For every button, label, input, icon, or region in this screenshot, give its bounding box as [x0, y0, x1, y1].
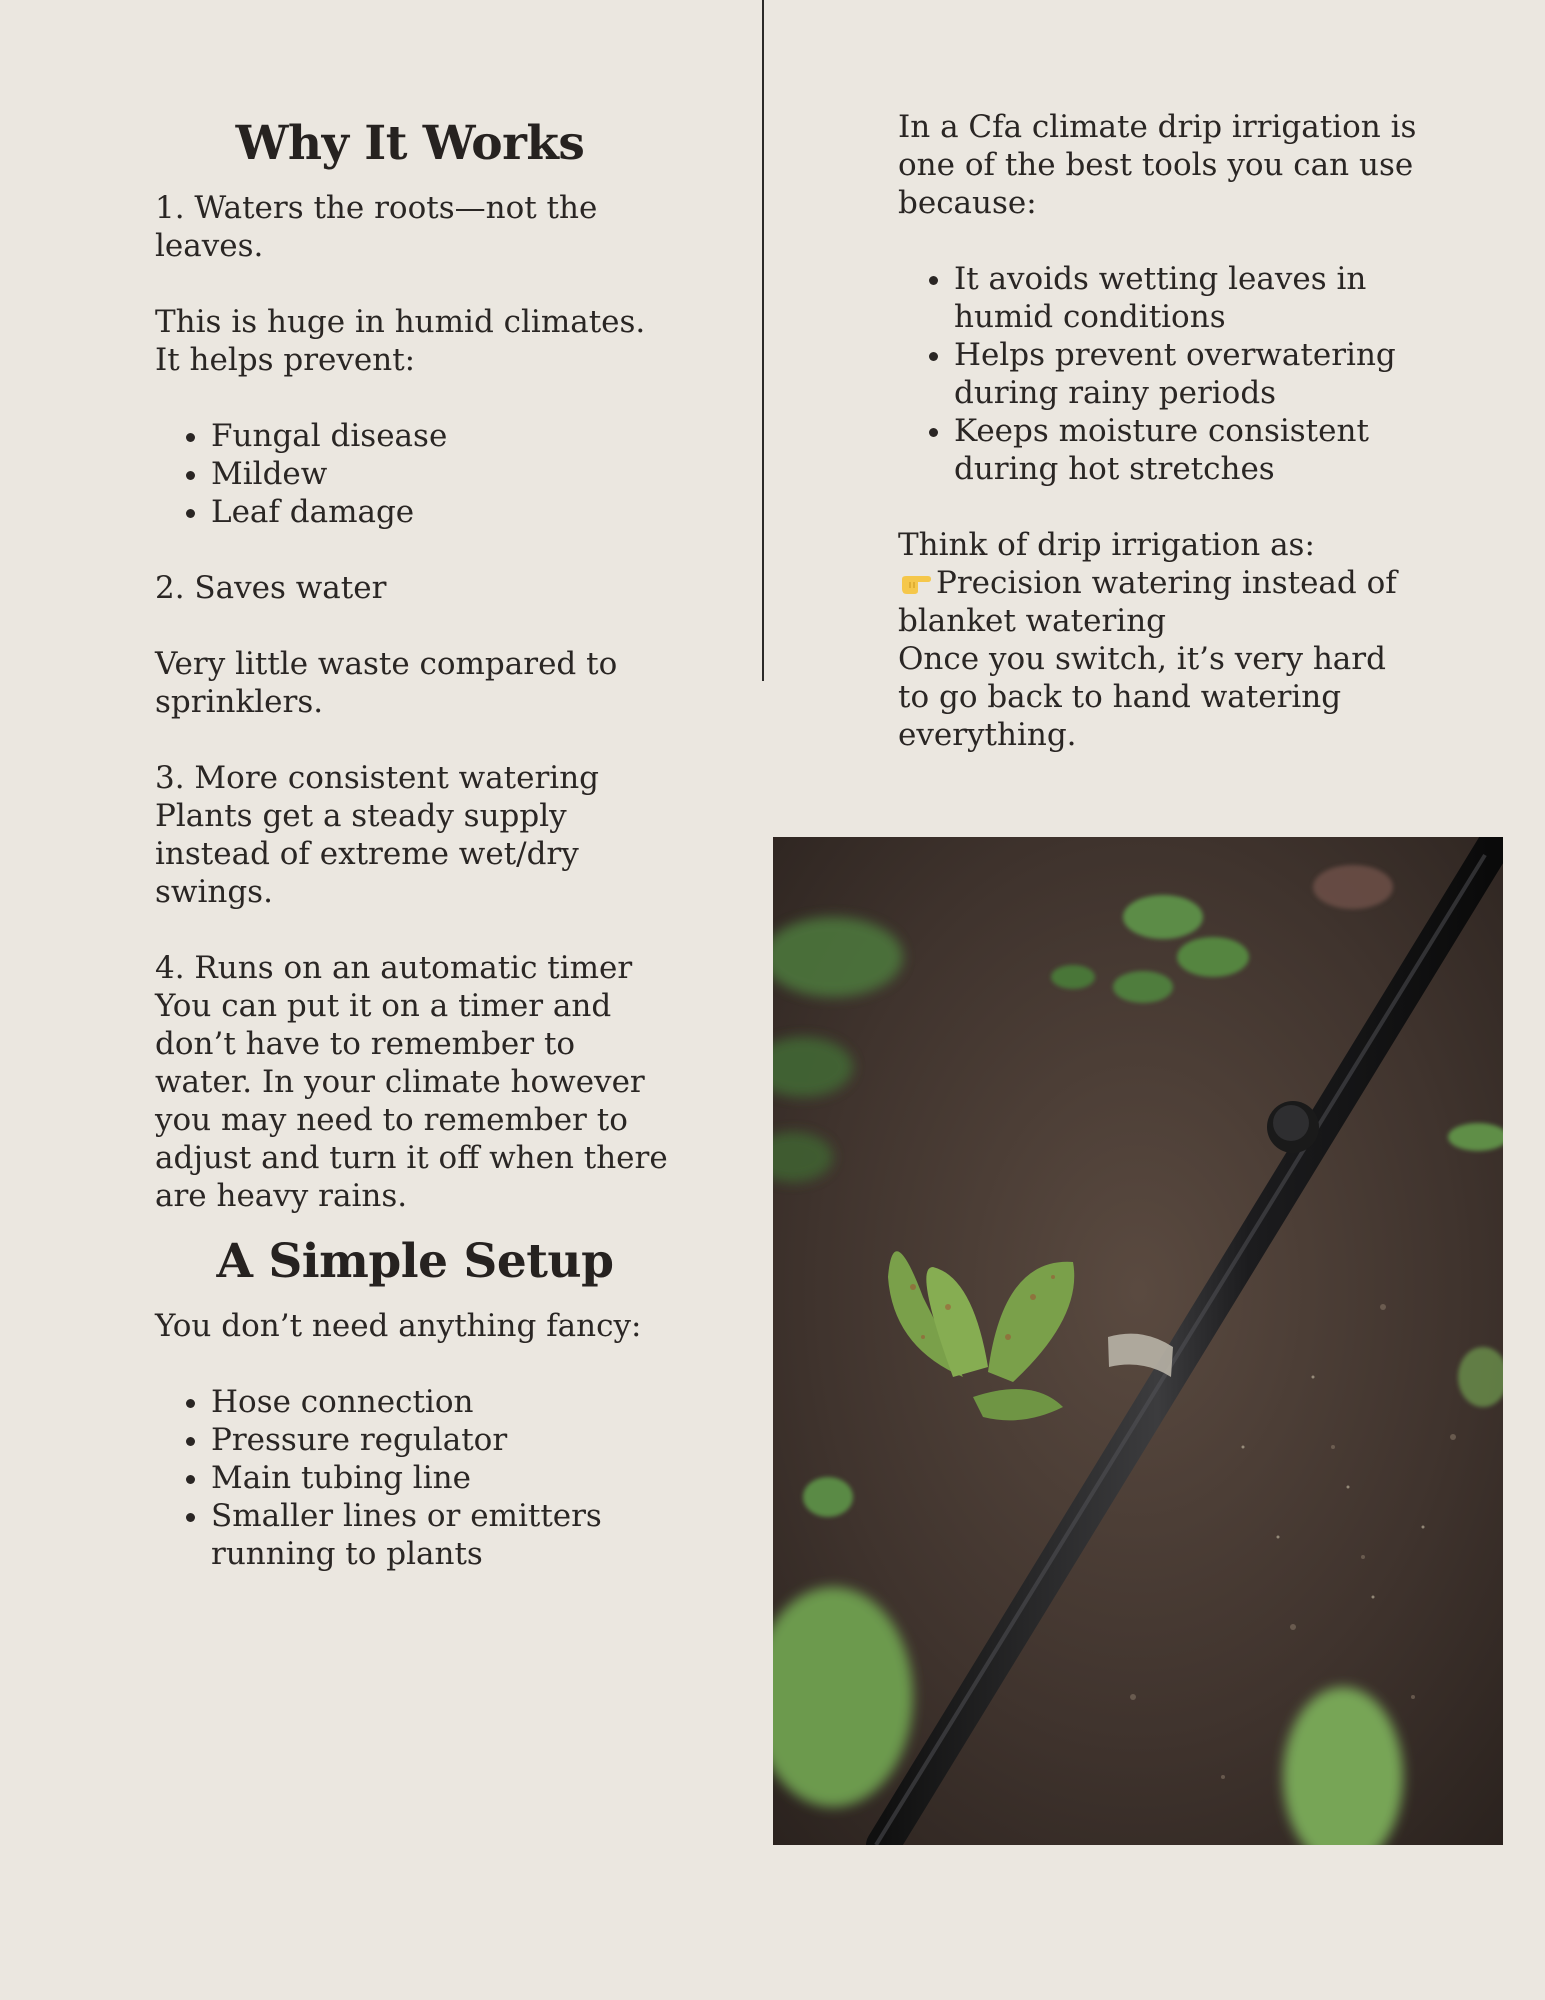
right-column: [898, 108, 1418, 754]
list-item: • Main tubing line: [211, 1459, 675, 1497]
column-divider: [762, 0, 764, 681]
point-3-title: 3. More consistent watering: [155, 760, 600, 796]
list-item: • Fungal disease: [211, 417, 675, 455]
list-item: • Mildew: [211, 455, 675, 493]
list-item: • Helps prevent overwatering during rainy periods: [954, 336, 1418, 412]
cfa-intro: In a Cfa climate drip irrigation is one of the best tools you can use because:: [898, 109, 1417, 221]
list-item: • Leaf damage: [211, 493, 675, 531]
point-1-body: This is huge in humid climates. It helps prevent:: [155, 304, 646, 378]
left-column: [155, 115, 675, 1611]
point-2-body: Very little waste compared to sprinklers.: [155, 646, 618, 720]
list-item: • It avoids wetting leaves in humid conditions: [954, 260, 1418, 336]
list-item: • Hose connection: [211, 1383, 675, 1421]
point-4-body: You can put it on a timer and don’t have to remember to water. In your climate however you may need to remember to adjust and turn it off when there are heavy rains.: [155, 988, 668, 1214]
list-item: • Pressure regulator: [211, 1421, 675, 1459]
point-2-title: 2. Saves water: [155, 570, 387, 606]
switch-line: Once you switch, it’s very hard to go back to hand watering everything.: [898, 641, 1386, 753]
precision-text: Precision watering instead of blanket watering: [898, 565, 1397, 639]
benefits-list: [898, 260, 1418, 488]
point-1-title: 1. Waters the roots—not the leaves.: [155, 190, 598, 264]
list-item: • Smaller lines or emitters running to plants: [211, 1497, 675, 1573]
setup-list: [155, 1383, 675, 1573]
point-3-body: Plants get a steady supply instead of extreme wet/dry swings.: [155, 798, 579, 910]
think-line: Think of drip irrigation as:: [898, 527, 1315, 563]
drip-irrigation-photo: [773, 837, 1503, 1845]
setup-intro: You don’t need anything fancy:: [155, 1308, 642, 1344]
simple-setup-heading: A Simple Setup: [216, 1234, 614, 1289]
point-4-title: 4. Runs on an automatic timer: [155, 950, 633, 986]
why-it-works-heading: Why It Works: [235, 116, 585, 171]
list-item: • Keeps moisture consistent during hot stretches: [954, 412, 1418, 488]
precision-line: [898, 564, 1418, 640]
prevent-list: [155, 417, 675, 531]
pointing-hand-icon: [898, 566, 932, 590]
